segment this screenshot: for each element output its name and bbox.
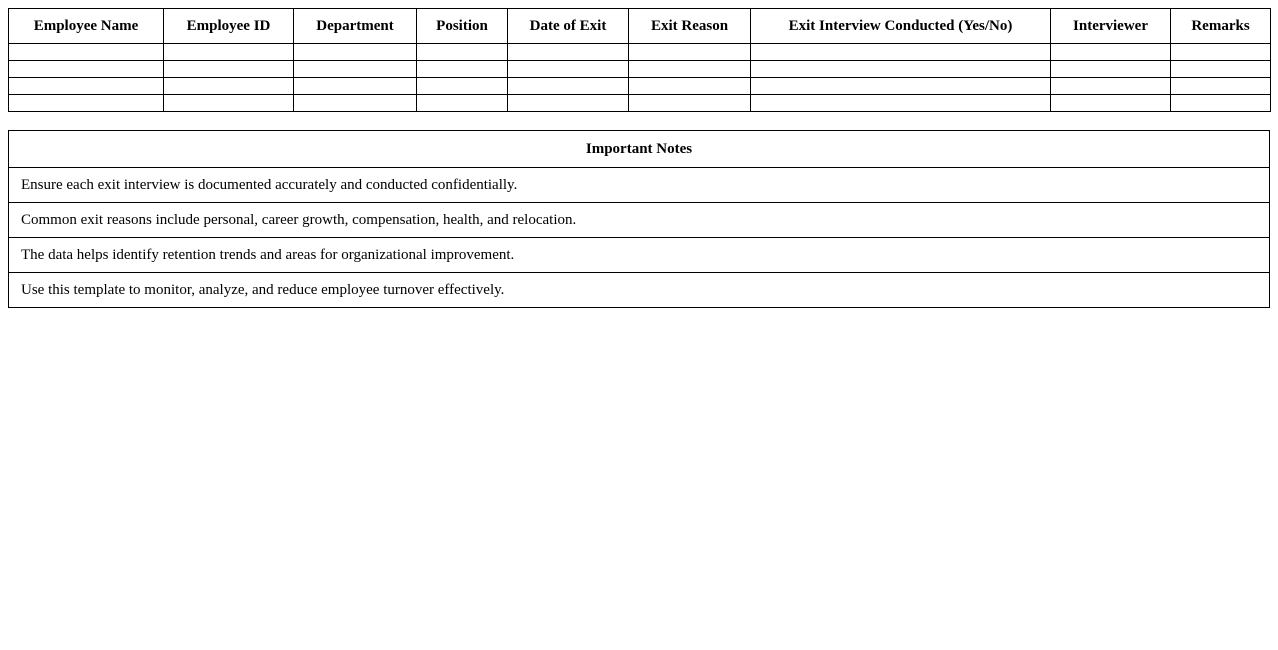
exit-interview-table (8, 8, 1271, 112)
table-cell[interactable] (9, 78, 164, 95)
table-cell[interactable] (751, 44, 1051, 61)
table-cell[interactable] (1171, 78, 1271, 95)
table-cell[interactable] (164, 95, 294, 112)
header-employee-id: Employee ID (164, 9, 294, 44)
header-interviewer: Interviewer (1051, 9, 1171, 44)
table-cell[interactable] (1171, 95, 1271, 112)
header-position: Position (417, 9, 508, 44)
table-cell[interactable] (1051, 78, 1171, 95)
table-row (9, 95, 1271, 112)
table-cell[interactable] (164, 78, 294, 95)
table-cell[interactable] (508, 44, 629, 61)
header-remarks: Remarks (1171, 9, 1271, 44)
header-exit-interview-conducted: Exit Interview Conducted (Yes/No) (751, 9, 1051, 44)
table-row (9, 61, 1271, 78)
table-cell[interactable] (164, 44, 294, 61)
note-item: Common exit reasons include personal, career growth, compensation, health, and relocation. (9, 203, 1270, 238)
notes-title: Important Notes (9, 131, 1270, 168)
table-cell[interactable] (629, 61, 751, 78)
header-employee-name: Employee Name (9, 9, 164, 44)
table-cell[interactable] (751, 78, 1051, 95)
page-content (8, 8, 1270, 308)
table-cell[interactable] (629, 44, 751, 61)
note-row (9, 273, 1270, 308)
table-cell[interactable] (751, 95, 1051, 112)
header-date-of-exit: Date of Exit (508, 9, 629, 44)
table-cell[interactable] (417, 61, 508, 78)
table-cell[interactable] (9, 44, 164, 61)
table-cell[interactable] (1051, 61, 1171, 78)
notes-header-row (9, 131, 1270, 168)
table-cell[interactable] (1171, 44, 1271, 61)
table-cell[interactable] (294, 44, 417, 61)
table-cell[interactable] (417, 44, 508, 61)
table-cell[interactable] (508, 95, 629, 112)
note-row (9, 168, 1270, 203)
table-cell[interactable] (508, 78, 629, 95)
table-cell[interactable] (417, 78, 508, 95)
table-cell[interactable] (294, 78, 417, 95)
table-cell[interactable] (294, 95, 417, 112)
table-cell[interactable] (164, 61, 294, 78)
table-cell[interactable] (1051, 44, 1171, 61)
important-notes-table (8, 130, 1270, 308)
table-cell[interactable] (629, 78, 751, 95)
note-row (9, 203, 1270, 238)
table-cell[interactable] (294, 61, 417, 78)
table-cell[interactable] (751, 61, 1051, 78)
header-department: Department (294, 9, 417, 44)
header-exit-reason: Exit Reason (629, 9, 751, 44)
table-cell[interactable] (9, 95, 164, 112)
table-cell[interactable] (1051, 95, 1171, 112)
note-item: The data helps identify retention trends and areas for organizational improvement. (9, 238, 1270, 273)
table-cell[interactable] (508, 61, 629, 78)
table-row (9, 44, 1271, 61)
note-item: Use this template to monitor, analyze, and reduce employee turnover effectively. (9, 273, 1270, 308)
table-header-row (9, 9, 1271, 44)
table-cell[interactable] (1171, 61, 1271, 78)
table-row (9, 78, 1271, 95)
note-row (9, 238, 1270, 273)
table-cell[interactable] (417, 95, 508, 112)
note-item: Ensure each exit interview is documented accurately and conducted confidentially. (9, 168, 1270, 203)
table-cell[interactable] (629, 95, 751, 112)
table-cell[interactable] (9, 61, 164, 78)
